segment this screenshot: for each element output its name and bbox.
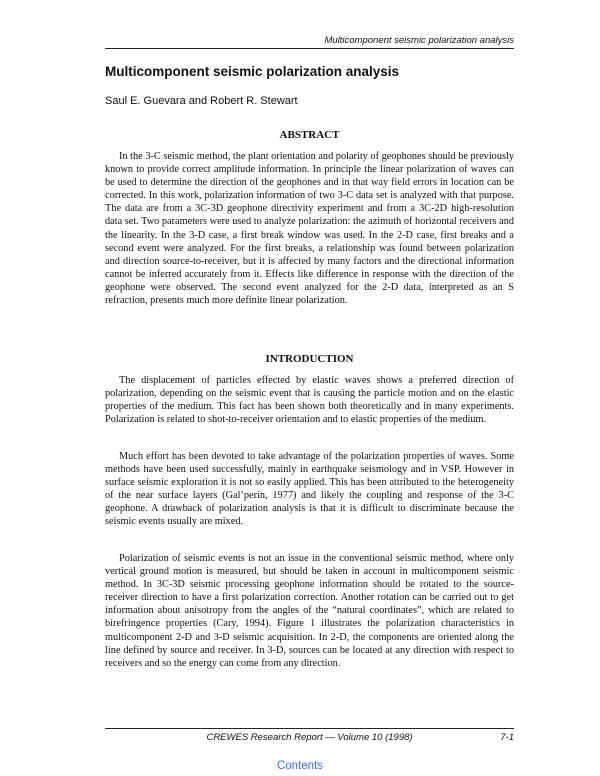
contents-link[interactable]: Contents bbox=[276, 760, 324, 772]
intro-paragraph-3: Polarization of seismic events is not an issue in the conventional seismic method, where only vertical ground motion is measured, but should be taken in account in multicomponent seismic method. In 3C-3D seismic processing geophone information should be rotated to the source-receiver direction to have a first polarization correction. Another rotation can be carried out to get information about anisotropy from the angles of the “natural coordinates”, which are related to birefringence properties (Cary, 1994). Figure 1 illustrates the polarization characteristics in multicomponent 2-D and 3-D seismic acquisition. In 2-D, the components are oriented along the line defined by source and receiver. In 3-D, sources can be located at any direction with respect to receivers and so the energy can come from any direction. bbox=[105, 553, 514, 669]
footer-page-number: 7-1 bbox=[500, 732, 514, 743]
running-header: Multicomponent seismic polarization analysis bbox=[324, 35, 514, 46]
page-footer bbox=[105, 732, 514, 744]
intro-paragraph-1: The displacement of particles effected by elastic waves shows a preferred direction of polarization, depending on the seismic event that is causing the particle motion and on the elastic properties of the medium. This fact has been shown both theoretically and in many experiments. Polarization is related to shot-to-receiver orientation and to elastic properties of the medium. bbox=[105, 375, 514, 426]
introduction-heading: INTRODUCTION bbox=[265, 353, 354, 365]
abstract-text: In the 3-C seismic method, the plant orientation and polarity of geophones should be previously known to provide correct amplitude information. In principle the linear polarization of waves can be used to determine the direction of the geophones and in that way field errors in location can be corrected. In this work, polarization information of two 3-C data set is analyzed with that purpose. The data are from a 3C-3D geophone directivity experiment and from a 3C-2D high-resolution data set. Two parameters were used to analyze polarization: the azimuth of horizontal receivers and the linearity. In the 3-D case, a first break window was used. In the 2-D case, first breaks and a second event were analyzed. For the first breaks, a relationship was found between polarization and direction source-to-receiver, but it is affected by many factors and the directional information cannot be inferred accurately from it. Effects like difference in response with the direction of the geophone were observed. The second event analyzed for the 2-D data, interpreted as an S refraction, presents much more definite linear polarization. bbox=[105, 151, 514, 307]
header-divider bbox=[105, 48, 514, 49]
paper-authors: Saul E. Guevara and Robert R. Stewart bbox=[105, 95, 298, 107]
footer-report: CREWES Research Report — Volume 10 (1998) bbox=[206, 732, 413, 743]
abstract-heading: ABSTRACT bbox=[279, 129, 340, 141]
paper-title: Multicomponent seismic polarization analysis bbox=[105, 64, 400, 79]
intro-paragraph-2: Much effort has been devoted to take advantage of the polarization properties of waves. Some methods have been used successfully, mainly in earthquake seismology and in VSP. However in surface seismic exploration it is not so easily applied. This has been attributed to the heterogeneity of the near surface layers (Gal’perin, 1977) and likely the coupling and response of the 3-C geophone. A drawback of polarization analysis is that it is difficult to discriminate because the seismic events usually are mixed. bbox=[105, 451, 514, 528]
footer-divider bbox=[105, 728, 514, 729]
